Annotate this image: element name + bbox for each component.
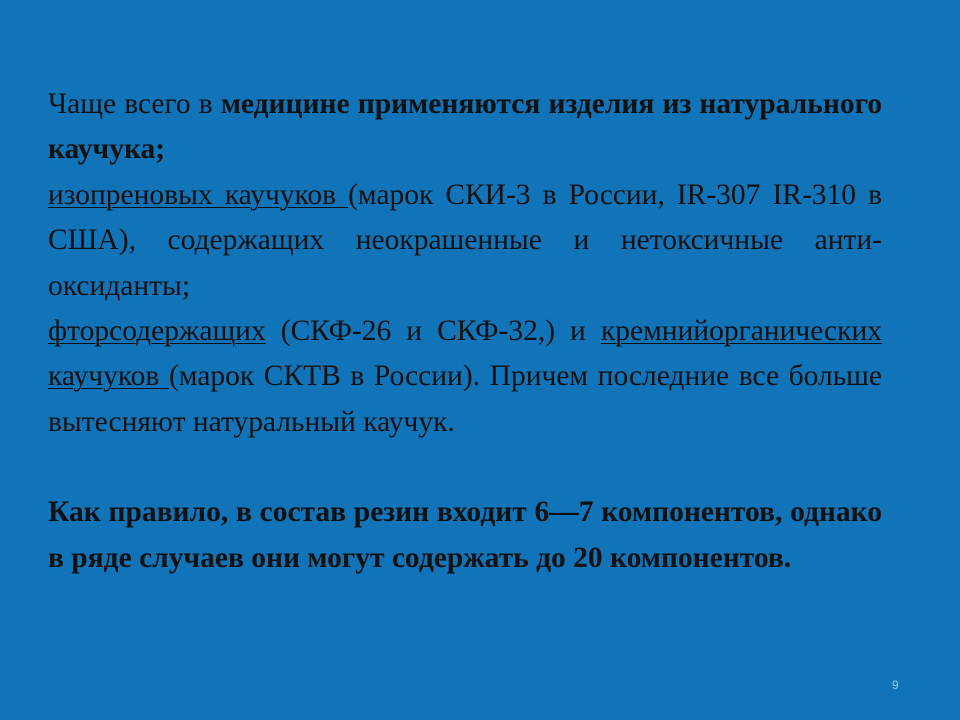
text-silicone-underlined: кремнийорганических каучуков	[48, 315, 882, 393]
text-fluorine-details: (СКФ-26 и СКФ-32,) и	[265, 315, 601, 348]
text-intro: Чаще всего в	[48, 88, 221, 120]
text-fluorine-underlined: фторсодержащих	[48, 315, 266, 348]
paragraph-components	[48, 490, 882, 581]
text-natural-rubber-bold: медицине применяются изделия из натурального каучука;	[48, 88, 882, 166]
text-isoprene-underlined: изопреновых каучуков	[48, 178, 349, 211]
text-silicone-details: (марок СКТВ в России). Причем последние все больше вытесняют натуральный каучук.	[48, 360, 882, 438]
text-components-bold: Как правило, в состав резин входит 6—7 компонентов, однако в ряде случаев они могут содержать до 20 компонентов.	[48, 496, 882, 574]
page-number: 9	[892, 678, 899, 692]
paragraph-natural-rubber	[48, 82, 882, 445]
slide-content	[48, 82, 882, 581]
text-isoprene-details: (марок СКИ-3 в России, IR-307 IR-310 в США), содержащих неокрашенные и нетоксичные анти- оксиданты;	[48, 178, 882, 302]
